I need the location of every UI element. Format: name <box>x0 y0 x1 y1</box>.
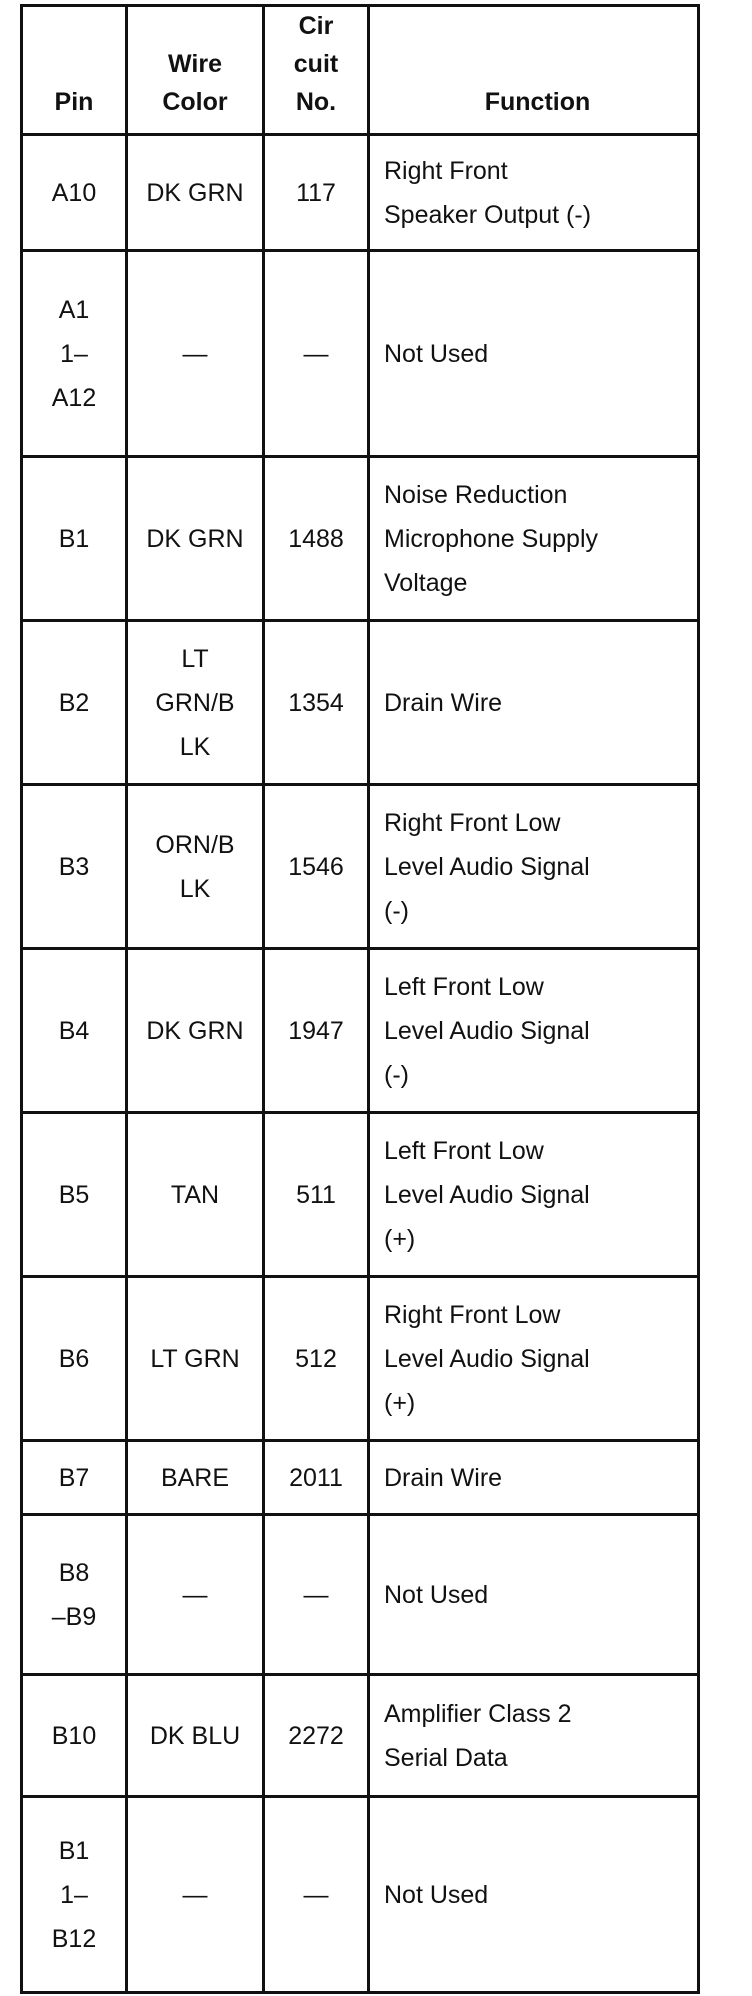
cell-wire-color: DK GRN <box>127 457 264 621</box>
cell-pin: B4 <box>22 949 127 1113</box>
table-row <box>22 135 699 251</box>
table-row <box>22 1515 699 1675</box>
cell-function: Drain Wire <box>369 1441 699 1515</box>
cell-circuit-no: 1354 <box>264 621 369 785</box>
cell-pin: B6 <box>22 1277 127 1441</box>
header-function: Function <box>369 6 699 135</box>
cell-function: Not Used <box>369 1797 699 1993</box>
cell-function: Not Used <box>369 1515 699 1675</box>
cell-circuit-no: 1947 <box>264 949 369 1113</box>
table-row <box>22 1675 699 1797</box>
cell-wire-color: ORN/B LK <box>127 785 264 949</box>
cell-circuit-no: 2272 <box>264 1675 369 1797</box>
cell-pin: B2 <box>22 621 127 785</box>
cell-circuit-no: 117 <box>264 135 369 251</box>
table-body <box>22 135 699 1993</box>
cell-wire-color: DK BLU <box>127 1675 264 1797</box>
cell-pin: B7 <box>22 1441 127 1515</box>
table-row <box>22 251 699 457</box>
cell-function: Left Front Low Level Audio Signal (-) <box>369 949 699 1113</box>
cell-pin: B5 <box>22 1113 127 1277</box>
cell-wire-color: — <box>127 251 264 457</box>
cell-pin: B10 <box>22 1675 127 1797</box>
header-circuit-no: Cir cuit No. <box>264 6 369 135</box>
cell-pin: A10 <box>22 135 127 251</box>
table-row <box>22 621 699 785</box>
cell-pin: B3 <box>22 785 127 949</box>
cell-circuit-no: — <box>264 1515 369 1675</box>
cell-circuit-no: 1546 <box>264 785 369 949</box>
table-row <box>22 1277 699 1441</box>
cell-function: Amplifier Class 2 Serial Data <box>369 1675 699 1797</box>
table-header <box>22 6 699 135</box>
table-row <box>22 1797 699 1993</box>
cell-wire-color: — <box>127 1515 264 1675</box>
cell-function: Not Used <box>369 251 699 457</box>
header-row <box>22 6 699 135</box>
cell-circuit-no: — <box>264 1797 369 1993</box>
cell-wire-color: DK GRN <box>127 949 264 1113</box>
cell-circuit-no: 511 <box>264 1113 369 1277</box>
table-row <box>22 949 699 1113</box>
cell-wire-color: — <box>127 1797 264 1993</box>
cell-wire-color: LT GRN/B LK <box>127 621 264 785</box>
cell-pin: A1 1– A12 <box>22 251 127 457</box>
cell-pin: B1 <box>22 457 127 621</box>
table-row <box>22 1113 699 1277</box>
cell-wire-color: DK GRN <box>127 135 264 251</box>
cell-wire-color: TAN <box>127 1113 264 1277</box>
header-wire-color: Wire Color <box>127 6 264 135</box>
cell-circuit-no: — <box>264 251 369 457</box>
cell-circuit-no: 1488 <box>264 457 369 621</box>
cell-circuit-no: 512 <box>264 1277 369 1441</box>
cell-function: Drain Wire <box>369 621 699 785</box>
cell-circuit-no: 2011 <box>264 1441 369 1515</box>
cell-function: Left Front Low Level Audio Signal (+) <box>369 1113 699 1277</box>
header-pin: Pin <box>22 6 127 135</box>
table-row <box>22 785 699 949</box>
cell-function: Right Front Low Level Audio Signal (-) <box>369 785 699 949</box>
table-row <box>22 1441 699 1515</box>
cell-function: Noise Reduction Microphone Supply Voltage <box>369 457 699 621</box>
cell-wire-color: LT GRN <box>127 1277 264 1441</box>
cell-pin: B1 1– B12 <box>22 1797 127 1993</box>
cell-function: Right Front Speaker Output (-) <box>369 135 699 251</box>
connector-pinout-table <box>20 4 700 1994</box>
cell-function: Right Front Low Level Audio Signal (+) <box>369 1277 699 1441</box>
table-row <box>22 457 699 621</box>
cell-pin: B8 –B9 <box>22 1515 127 1675</box>
cell-wire-color: BARE <box>127 1441 264 1515</box>
